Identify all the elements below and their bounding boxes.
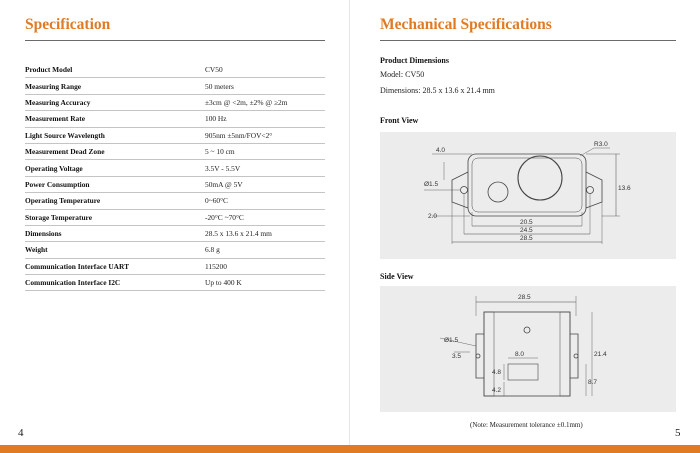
spec-key: Communication Interface I2C — [25, 275, 205, 291]
spec-row — [25, 160, 325, 176]
product-dimensions-heading: Product Dimensions — [380, 56, 449, 65]
tolerance-note: (Note: Measurement tolerance ±0.1mm) — [470, 421, 583, 429]
front-20-5-label: 20.5 — [520, 219, 533, 226]
front-13-6-label: 13.6 — [618, 185, 631, 192]
spec-row — [25, 225, 325, 241]
spec-row — [25, 258, 325, 274]
front-r3-label: R3.0 — [594, 141, 608, 148]
spec-key: Measurement Rate — [25, 111, 205, 127]
spec-value: 6.8 g — [205, 242, 325, 258]
side-4-8-label: 4.8 — [492, 369, 502, 376]
spec-row — [25, 275, 325, 291]
spec-key: Weight — [25, 242, 205, 258]
specification-title: Specification — [25, 16, 111, 33]
spec-value: CV50 — [205, 62, 325, 78]
bottom-accent-bar — [0, 445, 700, 453]
spec-value: 905nm ±5nm/FOV<2° — [205, 127, 325, 143]
page-number: 5 — [675, 427, 681, 439]
side-8-0-label: 8.0 — [515, 351, 525, 358]
spec-row — [25, 62, 325, 78]
front-view-heading: Front View — [380, 116, 419, 125]
side-3-5-label: 3.5 — [452, 353, 462, 360]
side-21-4-label: 21.4 — [594, 351, 607, 358]
spec-row — [25, 143, 325, 159]
spec-value: 115200 — [205, 258, 325, 274]
spec-value: 50mA @ 5V — [205, 176, 325, 192]
spec-key: Storage Temperature — [25, 209, 205, 225]
spec-row — [25, 127, 325, 143]
spec-key: Operating Temperature — [25, 193, 205, 209]
spec-row — [25, 209, 325, 225]
front-phi-label: Ø1.5 — [424, 181, 439, 188]
spec-value: Up to 400 K — [205, 275, 325, 291]
spec-row — [25, 78, 325, 94]
spec-key: Communication Interface UART — [25, 258, 205, 274]
front-24-5-label: 24.5 — [520, 227, 533, 234]
side-view-heading: Side View — [380, 272, 414, 281]
spec-value: 0~60°C — [205, 193, 325, 209]
mechanical-specifications-title: Mechanical Specifications — [380, 16, 552, 33]
left-page — [0, 0, 350, 445]
spec-value: 3.5V - 5.5V — [205, 160, 325, 176]
spec-row — [25, 193, 325, 209]
front-28-5-label: 28.5 — [520, 235, 533, 242]
spec-key: Operating Voltage — [25, 160, 205, 176]
side-8-7-label: 8.7 — [588, 379, 598, 386]
spec-value: 100 Hz — [205, 111, 325, 127]
side-phi-label: Ø1.5 — [444, 337, 459, 344]
spec-key: Measuring Accuracy — [25, 94, 205, 110]
dimensions-line: Dimensions: 28.5 x 13.6 x 21.4 mm — [380, 86, 495, 95]
spec-value: 50 meters — [205, 78, 325, 94]
spec-row — [25, 94, 325, 110]
model-line: Model: CV50 — [380, 70, 425, 79]
right-page — [350, 0, 700, 445]
spec-key: Measurement Dead Zone — [25, 143, 205, 159]
spec-value: 5 ~ 10 cm — [205, 143, 325, 159]
spec-row — [25, 111, 325, 127]
spec-key: Dimensions — [25, 225, 205, 241]
front-2-0-label: 2.0 — [428, 213, 438, 220]
spec-key: Product Model — [25, 62, 205, 78]
spec-key: Measuring Range — [25, 78, 205, 94]
front-view-drawing — [380, 132, 676, 259]
title-rule — [25, 40, 325, 41]
side-28-5-label: 28.5 — [518, 294, 531, 301]
spec-row — [25, 242, 325, 258]
spec-row — [25, 176, 325, 192]
spec-key: Power Consumption — [25, 176, 205, 192]
title-rule — [380, 40, 676, 41]
side-4-2-label: 4.2 — [492, 387, 502, 394]
spec-table — [25, 62, 325, 291]
page-number: 4 — [18, 427, 24, 439]
front-4-0-label: 4.0 — [436, 147, 446, 154]
spec-value: ±3cm @ <2m, ±2% @ ≥2m — [205, 94, 325, 110]
spec-value: 28.5 x 13.6 x 21.4 mm — [205, 225, 325, 241]
side-view-drawing — [380, 286, 676, 412]
spec-key: Light Source Wavelength — [25, 127, 205, 143]
spec-value: -20°C ~70°C — [205, 209, 325, 225]
